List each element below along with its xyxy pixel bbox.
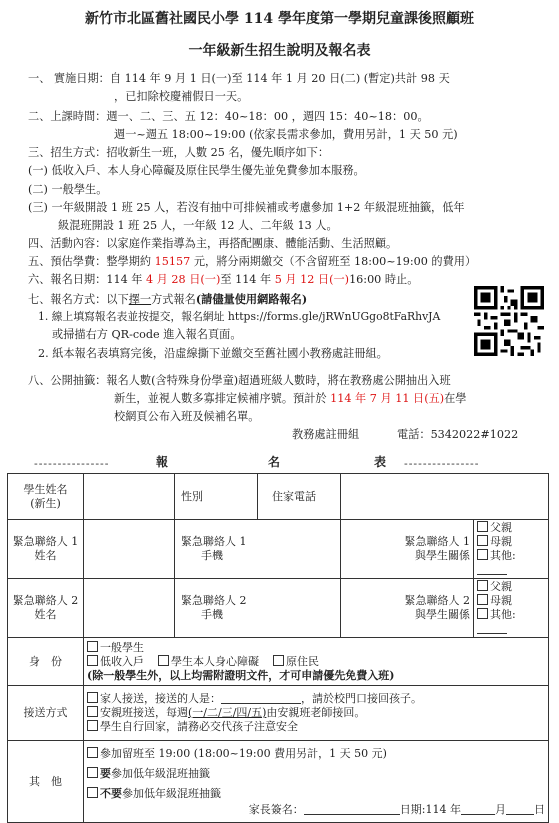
ec2-rel-options[interactable]: 父親 母親 其他: <box>474 579 549 638</box>
s2-label: 二、上課時間： <box>28 110 107 123</box>
s5-amount: 15157 <box>154 255 191 268</box>
s5-label: 五、預估學費： <box>28 255 107 268</box>
ec1-phone-label: 緊急聯絡人 1 手機 <box>175 520 341 579</box>
s8-line3: 校網頁公布入班及候補名單。 <box>114 410 260 423</box>
s7-label: 七、報名方式： <box>28 293 107 306</box>
s3-item3b: 級混班開設 1 班 25 人，一年級 12 人、二年級 13 人。 <box>58 219 338 232</box>
s6-date1: 4 月 28 日(一) <box>146 273 221 286</box>
ec2-rel-label: 緊急聯絡人 2 與學生關係 <box>341 579 474 638</box>
title-line-1: 新竹市北區舊社國民小學 114 學年度第一學期兒童課後照顧班 <box>85 11 474 27</box>
qr-code[interactable] <box>474 286 544 356</box>
s3-line <box>28 146 329 160</box>
s8-text1: 報名人數(含特殊身份學童)超過班級人數時，將在教務處公開抽出入班 <box>106 374 451 387</box>
s3-item2: (二) 一般學生。 <box>28 183 108 196</box>
s8-text2: 新生，並視人數多寡排定候補序號。預計於 <box>114 392 327 405</box>
s7-line <box>28 292 307 307</box>
s1-text2: ，已扣除校慶補假日一天。 <box>114 90 249 103</box>
student-name-field[interactable] <box>84 474 175 520</box>
tear-char-3: 表 <box>374 455 387 469</box>
ec1-name-label: 緊急聯絡人 1 姓名 <box>8 520 84 579</box>
s2-line2: 週一~週五 18:00~19:00 (依家長需求參加，費用另計，1 天 50 元) <box>114 128 458 141</box>
s8-text2b: 在學 <box>444 392 467 405</box>
pickup-label: 接送方式 <box>8 686 84 741</box>
ec1-rel-options[interactable]: 父親 母親 其他: <box>474 520 549 579</box>
contact-phone: 電話：5342022#1022 <box>397 428 519 441</box>
student-name-label: 學生姓名 (新生) <box>8 474 84 520</box>
ec1-rel-label: 緊急聯絡人 1 與學生關係 <box>341 520 474 579</box>
s2-line <box>28 110 429 124</box>
s3-item3a: (三) 一年級開設 1 班 25 人，若沒有抽中可排候補或考慮參加 1+2 年級混班抽籤，低年 <box>28 201 465 214</box>
ec2-name-label: 緊急聯絡人 2 姓名 <box>8 579 84 638</box>
title-line-2: 一年級新生招生說明及報名表 <box>188 43 371 59</box>
identity-label: 身 份 <box>8 638 84 686</box>
contact-office: 教務處註冊組 <box>292 428 360 441</box>
identity-options[interactable]: 一般學生 低收入戶 學生本人身心障礙 原住民 (除一般學生外，以上均需附證明文件，才可申請優先免費入班) <box>84 638 549 686</box>
s7-mid: 方式報名 <box>151 293 196 306</box>
s8-date: 114 年 7 月 11 日(五) <box>330 392 445 405</box>
s7-select: 擇一 <box>128 293 152 306</box>
s1-label: 一、 實施日期： <box>28 72 110 85</box>
s1-line <box>28 72 450 86</box>
s3-text: 招收新生一班，人數 25 名，優先順序如下： <box>106 146 330 159</box>
tear-char-1: 報 <box>156 455 169 469</box>
s6-pre: 114 年 <box>106 273 143 286</box>
other-label: 其 他 <box>8 741 84 823</box>
ec1-name-field[interactable] <box>84 520 175 579</box>
s4-line <box>28 237 397 251</box>
s2-line1: 週一、二、三、五 12：40~18：00 ，週四 15：40~18：00。 <box>106 110 429 123</box>
ec2-name-field[interactable] <box>84 579 175 638</box>
s6-date2: 5 月 12 日(一) <box>274 273 350 286</box>
s1-text: 自 114 年 9 月 1 日(一)至 114 年 1 月 20 日(二) (暫定)共計 98 天 <box>109 72 450 85</box>
s3-item1: (一) 低收入戶、本人身心障礙及原住民學生優先並免費參加本服務。 <box>28 164 365 177</box>
home-phone-field[interactable] <box>341 474 549 520</box>
s8-line2 <box>114 392 467 406</box>
s8-label: 八、公開抽籤： <box>28 374 107 387</box>
s6-label: 六、報名日期： <box>28 273 107 286</box>
s7-note: (請儘量使用網路報名) <box>195 292 308 306</box>
tear-dashes-left: ---------------- <box>34 457 110 470</box>
other-options[interactable]: 參加留班至 19:00 (18:00~19:00 費用另計，1 天 50 元) 要參加低年級混班抽籤 不要參加低年級混班抽籤 家長簽名： 日期:114 年 月 日 <box>84 741 549 823</box>
phone-label: 住家電話 <box>258 474 341 520</box>
s6-mid: 至 114 年 <box>220 273 272 286</box>
s5-post: 元，將分兩期繳交（不含留班至 18:00~19:00 的費用） <box>193 255 477 268</box>
gender-label: 性別 <box>175 474 258 520</box>
s5-line <box>28 255 476 269</box>
tear-char-2: 名 <box>268 455 281 469</box>
pickup-options[interactable]: 家人接送，接送的人是： ，請於校門口接回孩子。 安親班接送，每週(一/二/三/四/五)由安親班老師接回。 學生自行回家，請務必交代孩子注意安全 <box>84 686 549 741</box>
registration-form <box>7 473 549 823</box>
s7-pre: 以下 <box>106 293 129 306</box>
tear-dashes-right: ---------------- <box>404 457 480 470</box>
s7-item1a: 1. 線上填寫報名表並按提交，報名網址 https://forms.gle/jRWnUGgo8tFaRhvJA <box>38 310 441 323</box>
s7-item2: 2. 紙本報名表填寫完後，沿虛線撕下並繳交至舊社國小教務處註冊組。 <box>38 347 388 360</box>
ec2-phone-label: 緊急聯絡人 2 手機 <box>175 579 341 638</box>
s4-label: 四、活動內容： <box>28 237 107 250</box>
s5-pre: 整學期約 <box>106 255 152 268</box>
s7-item1b: 或掃描右方 QR-code 進入報名頁面。 <box>52 328 242 341</box>
s4-text: 以家庭作業指導為主，再搭配團康、體能活動、生活照顧。 <box>106 237 398 250</box>
s6-line <box>28 273 418 287</box>
s6-post: 16:00 時止。 <box>349 273 419 286</box>
s3-label: 三、招生方式： <box>28 146 107 159</box>
s8-line1 <box>28 374 451 388</box>
